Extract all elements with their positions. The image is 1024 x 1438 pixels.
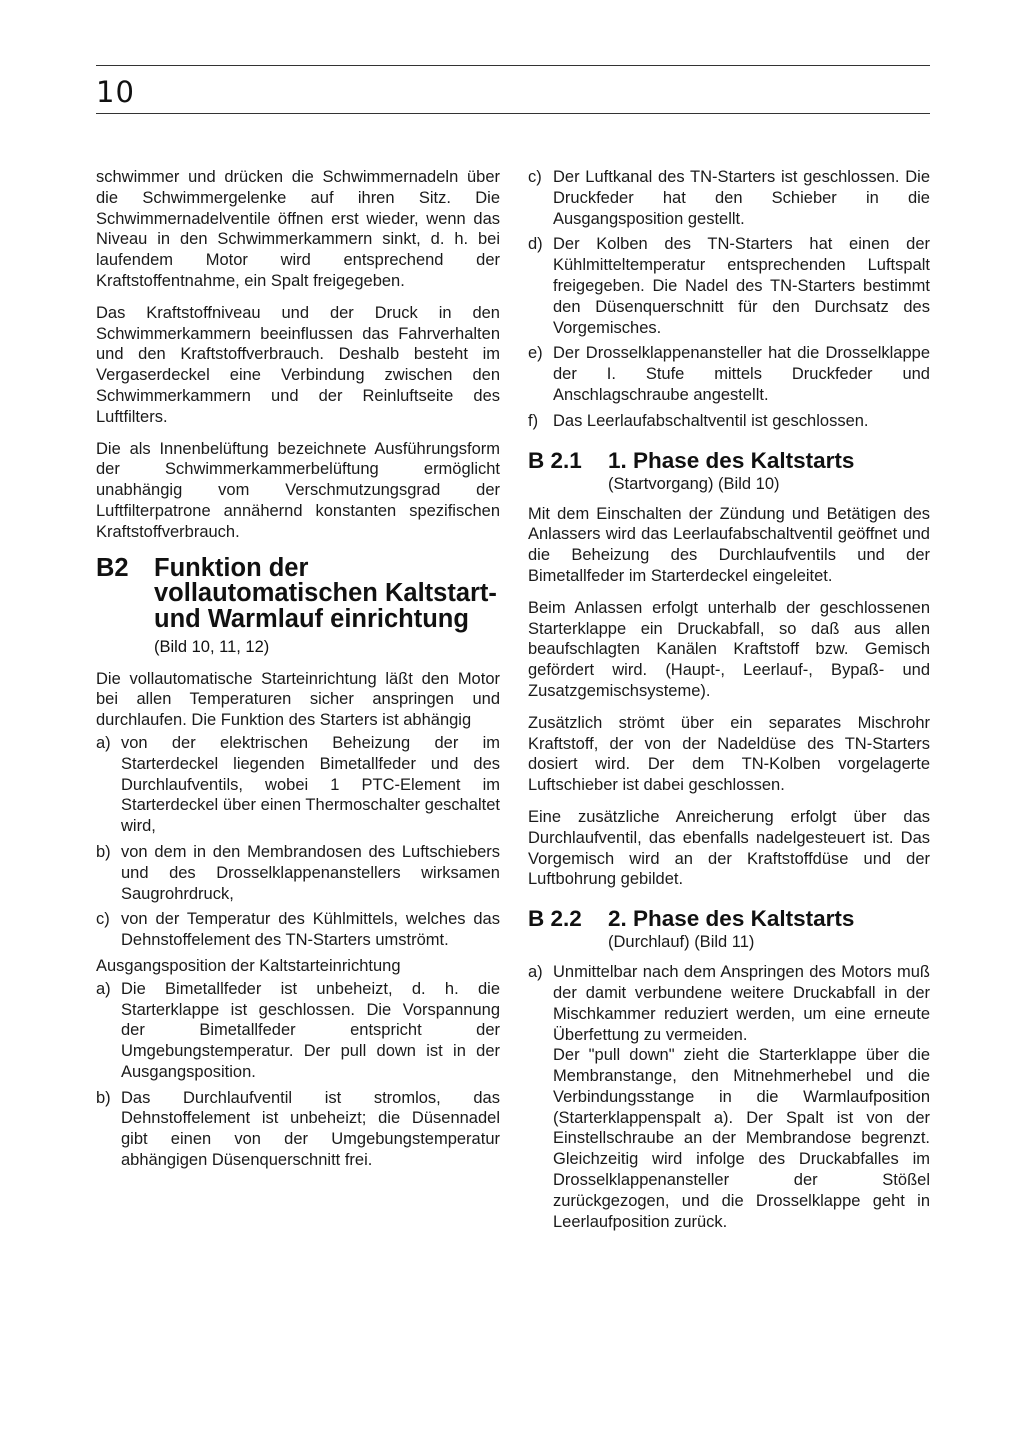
- paragraph: Mit dem Einschalten der Zündung und Betätigen des Anlassers wird das Leerlaufabschaltventil geöffnet und die Beheizung des Durchlaufventils und der Bimetallfeder im Starterdeckel eingeleitet.: [528, 504, 930, 585]
- left-column: [96, 167, 500, 1176]
- list-item-text: Der Kolben des TN-Starters hat einen der Kühlmitteltemperatur entsprechenden Luftspalt freigegeben. Die Nadel des TN-Starters bestimmt den Düsenquerschnitt für den Durchsatz des Vorgemisches.: [553, 235, 930, 337]
- list-item: [96, 909, 500, 951]
- list-item-text: Die Bimetallfeder ist unbeheizt, d. h. die Starterklappe ist geschlossen. Die Vorspannung der Bimetallfeder entspricht der Umgebungstemperatur. Der pull down ist in der Ausgangsposition.: [121, 979, 500, 1081]
- paragraph: Das Kraftstoffniveau und der Druck in den Schwimmerkammern beeinflussen das Fahrverhalten und den Kraftstoffverbrauch. Deshalb besteht im Vergaserdeckel eine Verbindung zwischen den Schwimmerkammern und der Reinluftseite des Luftfilters.: [96, 303, 500, 426]
- list-item-text: Das Leerlaufabschaltventil ist geschlossen.: [553, 411, 869, 430]
- section-title: Funktion der vollautomatischen Kaltstart- und Warmlauf einrichtung: [154, 553, 497, 633]
- list-item: [96, 733, 500, 837]
- list-item-text: von dem in den Membrandosen des Luftschiebers und des Drosselklappenanstellers wirksamen Saugrohrdruck,: [121, 842, 500, 903]
- page-number: 10: [96, 75, 135, 109]
- section-heading-b22: [528, 906, 930, 952]
- section-heading-row: [528, 906, 930, 932]
- list-item-text: Unmittelbar nach dem Anspringen des Motors muß der damit verbundene weitere Druckabfall in der Mischkammer reduziert werden, um eine erneute Überfettung zu vermeiden.: [553, 963, 930, 1044]
- header-top-rule: [96, 65, 930, 66]
- list-item-label: a): [96, 733, 111, 752]
- list-item-text: Der Drosselklappenansteller hat die Drosselklappe der I. Stufe mittels Druckfeder und Anschlagschraube angestellt.: [553, 344, 930, 404]
- paragraph: Zusätzlich strömt über ein separates Mischrohr Kraftstoff, der von der Nadeldüse des TN-Starters dosiert wird. Der dem TN-Kolben vorgelagerte Luftschieber ist dabei geschlossen.: [528, 713, 930, 795]
- list-item: [528, 167, 930, 229]
- section-heading-b2: [96, 553, 500, 661]
- header-bottom-rule: [96, 113, 930, 114]
- section-figure-ref: (Bild 10, 11, 12): [154, 638, 270, 657]
- list-item-text: von der Temperatur des Kühlmittels, welches das Dehnstoffelement des TN-Starters umströmt.: [121, 910, 500, 950]
- list-item-label: d): [528, 235, 543, 254]
- section-title: 2. Phase des Kaltstarts: [608, 906, 855, 932]
- section-subtitle: (Durchlauf) (Bild 11): [608, 933, 755, 952]
- list-item-label: a): [96, 979, 111, 998]
- paragraph: schwimmer und drücken die Schwimmernadeln über die Schwimmergelenke auf ihren Sitz. Die Schwimmernadelventile öffnen erst wieder, wenn das Niveau in den Schwimmerkammern sinkt, d. h. bei laufendem Motor wird entsprechend der Kraftstoffentnahme, ein Spalt freigegeben.: [96, 168, 500, 290]
- list-item-label: e): [528, 344, 543, 363]
- list-item-label: b): [96, 842, 111, 861]
- paragraph: Beim Anlassen erfolgt unterhalb der geschlossenen Starterklappe ein Druckabfall, so daß aus allen beaufschlagten Kanälen Kraftstoff bzw. Gemisch gefördert wird. (Haupt-, Leerlauf-, Bypaß- und Zusatzgemischsysteme).: [528, 598, 930, 700]
- list-item-label: c): [528, 168, 542, 186]
- paragraph: Die als Innenbelüftung bezeichnete Ausführungsform der Schwimmerkammerbelüftung ermöglicht unabhängig vom Verschmutzungsgrad der Luftfilterpatrone annähernd konstanten spezifischen Kraftstoffverbrauch.: [96, 439, 500, 541]
- list-item-text: Der "pull down" zieht die Starterklappe über die Membranstange, den Mitnehmerhebel und die Verbindungsstange in die Warmlaufposition (Starterklappenspalt a). Der Spalt ist von der Einstellschraube an der Membrandose begrenzt. Gleichzeitig wird infolge des Druckabfalles im Drosselklappenansteller der Stößel zurückgezogen, und die Drosselklappe geht in Leerlaufposition zurück.: [553, 1046, 930, 1231]
- list-item: [96, 1088, 500, 1171]
- list-item-text: Das Durchlaufventil ist stromlos, das Dehnstoffelement ist unbeheizt; die Düsennadel gibt einen von der Umgebungstemperatur abhängigen Düsenquerschnitt frei.: [121, 1088, 500, 1170]
- paragraph: Eine zusätzliche Anreicherung erfolgt über das Durchlaufventil, das ebenfalls nadelgesteuert ist. Das Vorgemisch wird an der Kraftstoffdüse und der Luftbohrung gebildet.: [528, 807, 930, 889]
- paragraph: Ausgangsposition der Kaltstarteinrichtung: [96, 956, 401, 975]
- list-item-text-wrap: [553, 962, 930, 1232]
- section-heading-b21: [528, 448, 930, 494]
- list-item: [96, 842, 500, 904]
- section-title-wrap: [154, 553, 500, 661]
- list-item: [528, 411, 930, 432]
- section-title: 1. Phase des Kaltstarts: [608, 447, 855, 473]
- section-heading-row: [528, 448, 930, 474]
- section-subtitle: (Startvorgang) (Bild 10): [608, 474, 780, 493]
- list-item: [96, 979, 500, 1083]
- paragraph: Die vollautomatische Starteinrichtung läßt den Motor bei allen Temperaturen sicher anspringen und durchlaufen. Die Funktion des Starters ist abhängig: [96, 669, 500, 730]
- list-item-label: c): [96, 910, 110, 929]
- section-number: B2: [96, 553, 129, 582]
- section-number: B 2.1: [528, 447, 582, 473]
- right-column: [528, 167, 930, 1237]
- list-item-label: f): [528, 411, 539, 430]
- list-item-label: a): [528, 963, 543, 982]
- list-item: [528, 234, 930, 338]
- list-item: [528, 962, 930, 1232]
- list-item-text: von der elektrischen Beheizung der im Starterdeckel liegenden Bimetallfeder und des Durchlaufventils, wobei 1 PTC-Element im Starterdeckel über einen Thermoschalter geschaltet wird,: [121, 733, 500, 836]
- list-item: [528, 343, 930, 405]
- section-number: B 2.2: [528, 906, 582, 932]
- list-item-label: b): [96, 1088, 111, 1107]
- list-item-text: Der Luftkanal des TN-Starters ist geschlossen. Die Druckfeder hat den Schieber in die Ausgangsposition gestellt.: [553, 168, 930, 228]
